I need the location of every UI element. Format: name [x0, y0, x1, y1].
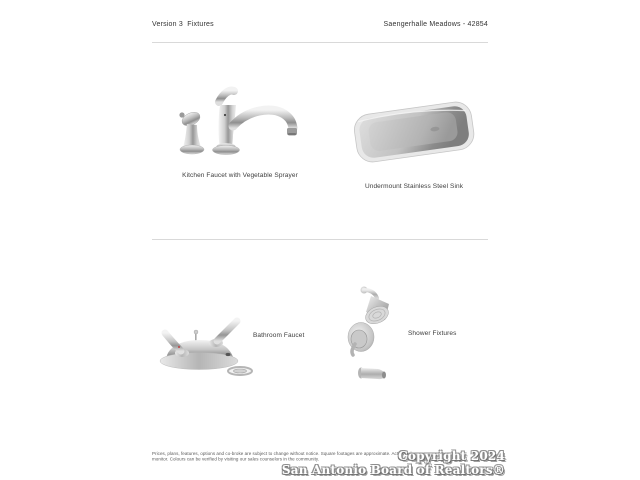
fixture-caption-sink: Undermount Stainless Steel Sink [364, 183, 464, 190]
watermark-line-1: Copyright 2024 [398, 449, 505, 463]
fixture-label-shower: Shower Fixtures [408, 329, 457, 337]
fixture-caption-kitchen-faucet: Kitchen Faucet with Vegetable Sprayer [182, 172, 298, 179]
page-title: Version 3 Fixtures [152, 21, 214, 28]
fixture-label-bathroom-faucet: Bathroom Faucet [253, 331, 305, 339]
watermark-line-2: San Antonio Board of Realtors® [281, 463, 505, 477]
community-title: Saengerhalle Meadows - 42854 [383, 21, 488, 28]
shower-fixtures-image [344, 282, 402, 386]
kitchen-faucet-image [175, 84, 305, 164]
sink-figure [340, 84, 488, 190]
disclaimer-line-2: monitor. Colours can be verified by visiting our sales counselors in the community. [152, 456, 320, 462]
copyright-watermark [282, 449, 505, 477]
shower-fixtures-item [344, 282, 456, 386]
section-divider [152, 239, 488, 240]
undermount-sink-image [349, 92, 479, 170]
header-divider [152, 42, 488, 43]
kitchen-faucet-figure [152, 84, 328, 179]
disclaimer-line-1: Prices, plans, features, options and co-broke are subject to change without notice. Square footages are approximate. Actual colors may vary by [152, 451, 445, 456]
bathroom-faucet-item [152, 297, 304, 379]
bathroom-faucet-image [152, 297, 257, 379]
